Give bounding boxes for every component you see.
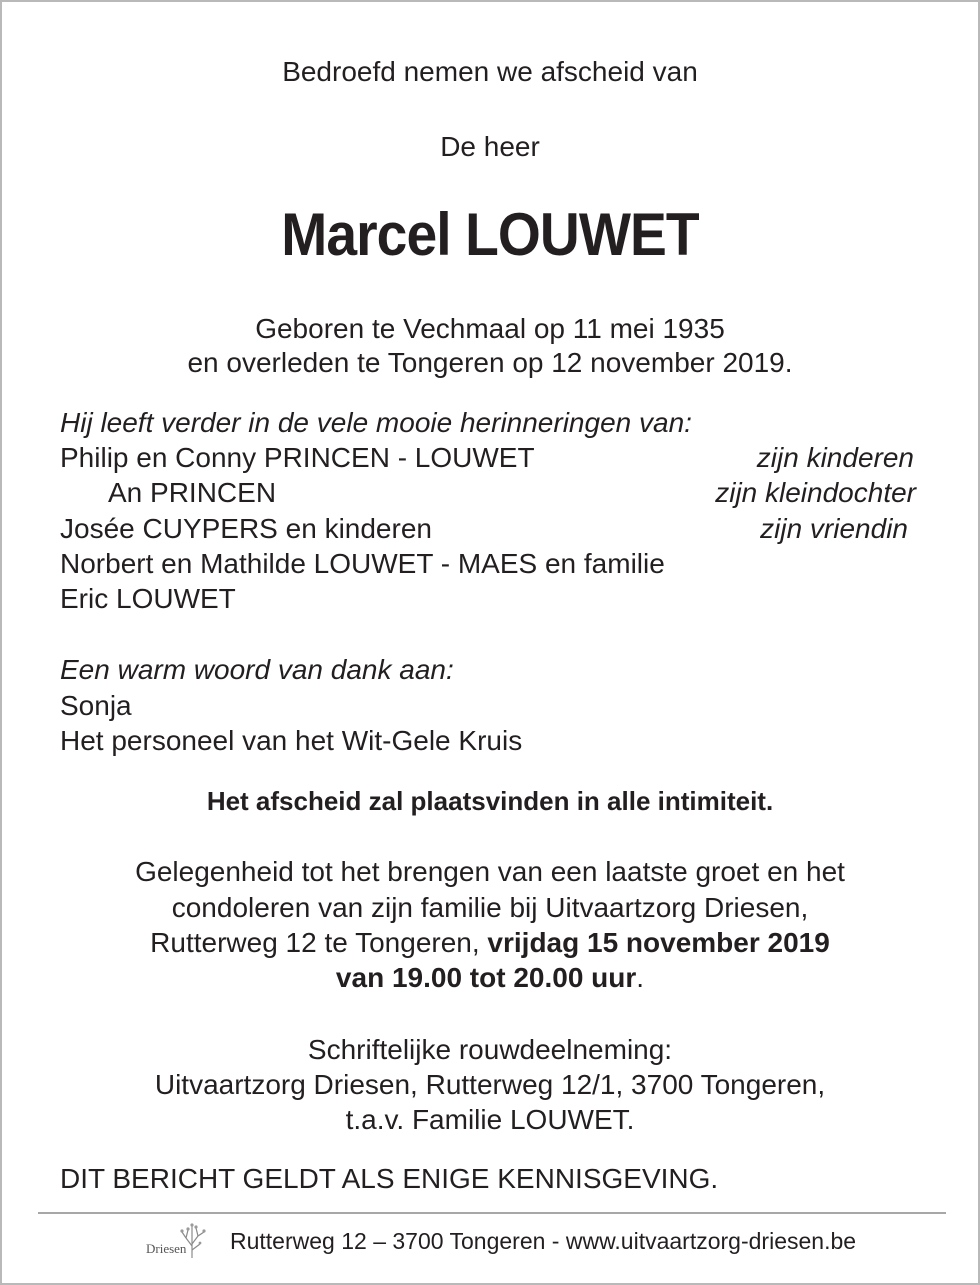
condolence-line-4 bbox=[2, 961, 978, 995]
family-member-name: Josée CUYPERS en kinderen bbox=[60, 513, 432, 544]
death-line: en overleden te Tongeren op 12 november 2019. bbox=[187, 347, 793, 378]
intro-text: Bedroefd nemen we afscheid van bbox=[282, 56, 698, 87]
thanks-item: Sonja bbox=[60, 690, 132, 721]
footer-address: Rutterweg 12 – 3700 Tongeren - www.uitvaartzorg-driesen.be bbox=[230, 1228, 857, 1254]
deceased-name: Marcel LOUWET bbox=[281, 201, 699, 268]
condolence-date: vrijdag 15 november 2019 bbox=[487, 927, 830, 958]
family-member-relation: zijn kleindochter bbox=[715, 477, 916, 508]
condolence-line-1: Gelegenheid tot het brengen van een laatste groet en het bbox=[135, 856, 845, 887]
family-member-name: Norbert en Mathilde LOUWET - MAES en familie bbox=[60, 548, 665, 579]
farewell-statement: Het afscheid zal plaatsvinden in alle intimiteit. bbox=[206, 786, 774, 816]
condolence-line-2: condoleren van zijn familie bij Uitvaartzorg Driesen, bbox=[171, 892, 809, 923]
memories-heading: Hij leeft verder in de vele mooie herinneringen van: bbox=[60, 407, 692, 438]
driesen-logo bbox=[142, 1220, 214, 1264]
family-member-name: Eric LOUWET bbox=[60, 583, 236, 614]
footer-divider bbox=[38, 1212, 946, 1214]
logo-text: Driesen bbox=[146, 1241, 187, 1256]
condolence-time: van 19.00 tot 20.00 uur bbox=[335, 962, 637, 993]
written-heading: Schriftelijke rouwdeelneming: bbox=[307, 1034, 673, 1065]
tree-icon bbox=[142, 1220, 214, 1264]
family-member-name: Philip en Conny PRINCEN - LOUWET bbox=[60, 442, 535, 473]
thanks-heading: Een warm woord van dank aan: bbox=[60, 654, 454, 685]
birth-line: Geboren te Vechmaal op 11 mei 1935 bbox=[255, 313, 725, 344]
family-member-name: An PRINCEN bbox=[108, 477, 277, 508]
condolence-address: Rutterweg 12 te Tongeren, bbox=[150, 927, 488, 958]
condolence-period: . bbox=[636, 962, 645, 993]
condolence-line-3 bbox=[2, 926, 978, 960]
family-member-relation: zijn vriendin bbox=[760, 513, 908, 544]
thanks-item: Het personeel van het Wit-Gele Kruis bbox=[60, 725, 523, 756]
final-notice: DIT BERICHT GELDT ALS ENIGE KENNISGEVING. bbox=[60, 1163, 719, 1194]
honorific: De heer bbox=[440, 131, 540, 162]
written-attention: t.a.v. Familie LOUWET. bbox=[345, 1104, 635, 1135]
family-member-relation: zijn kinderen bbox=[756, 442, 914, 473]
written-address: Uitvaartzorg Driesen, Rutterweg 12/1, 3700 Tongeren, bbox=[154, 1069, 826, 1100]
